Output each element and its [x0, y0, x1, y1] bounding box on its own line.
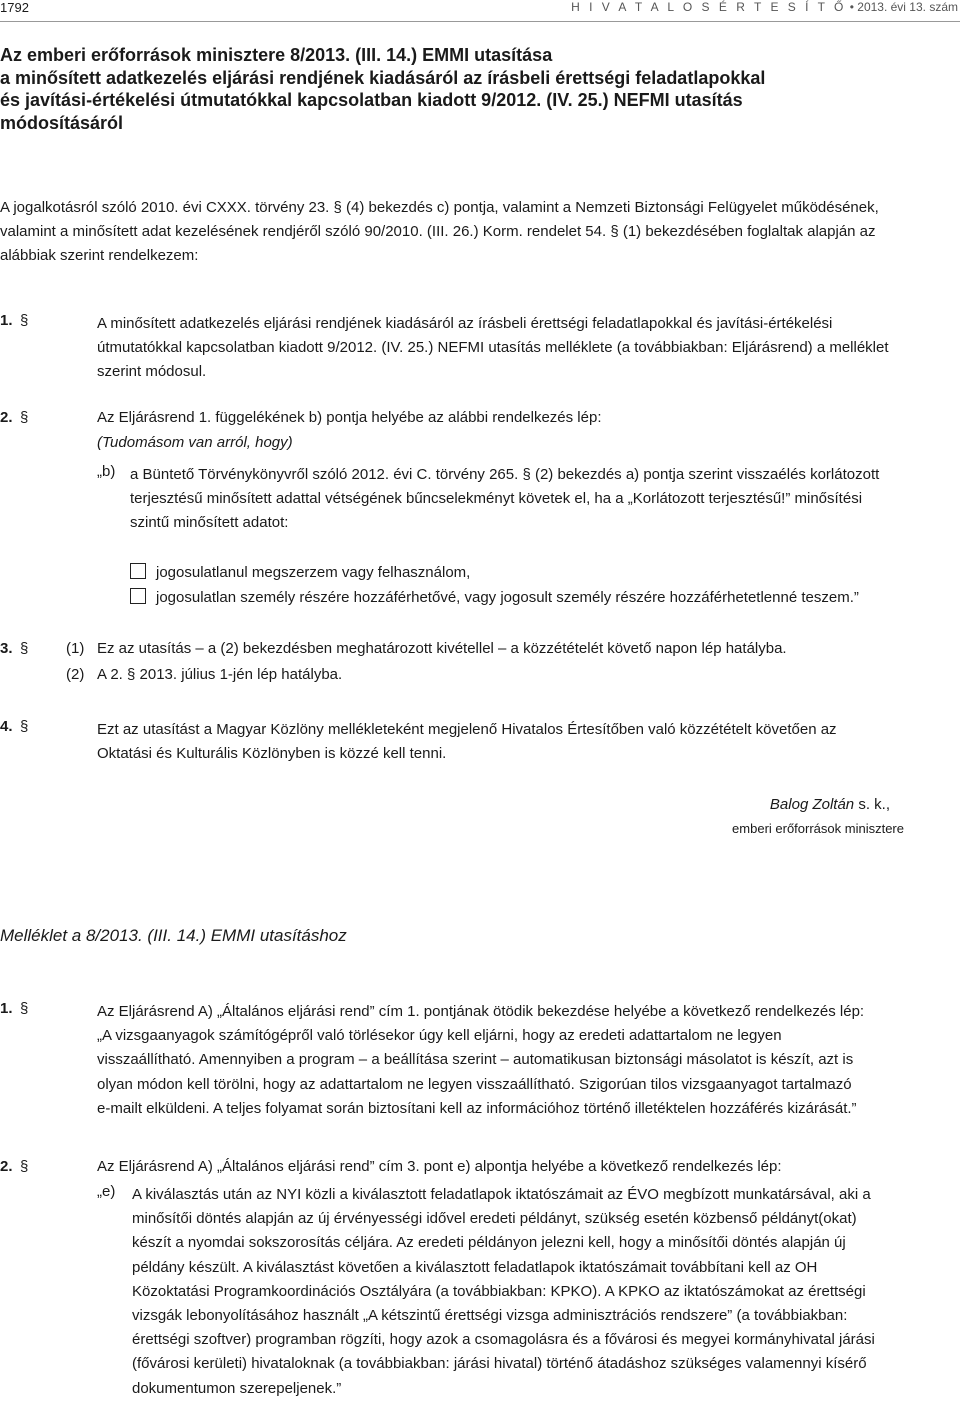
paragraph-label: (2)	[66, 666, 85, 683]
page-number: 1792	[0, 0, 29, 15]
text-line: útmutatókkal kapcsolatban kiadott 9/2012. (IV. 25.) NEFMI utasítás melléklete (a továbbiakban: Eljárásrend) a melléklet	[97, 339, 889, 357]
text-line: szerint módosul.	[97, 363, 207, 381]
text-line: Oktatási és Kulturális Közlönyben is közzé kell tenni.	[97, 745, 447, 763]
section-number: 2.	[0, 1158, 13, 1175]
point-e-label: „e)	[97, 1183, 116, 1200]
preamble-line: valamint a minősített adat kezelésének rendjéről szóló 90/2010. (III. 26.) Korm. rendelet 54. § (1) bekezdésében foglaltak alapján az	[0, 223, 876, 241]
quote-intro: (Tudomásom van arról, hogy)	[97, 434, 293, 451]
option-label: jogosulatlan személy részére hozzáférhetővé, vagy jogosult személy részére hozzáférhetetlenné teszem.”	[156, 589, 859, 606]
document-title	[0, 44, 960, 134]
text-line: készít a nyomdai sokszorosítás céljára. Az eredeti példányon jelezni kell, hogy a minősítői döntés alapján új	[132, 1234, 846, 1252]
section-2-intro: Az Eljárásrend 1. függelékének b) pontja helyébe az alábbi rendelkezés lép:	[97, 409, 602, 426]
preamble-line: A jogalkotásról szóló 2010. évi CXXX. törvény 23. § (4) bekezdés c) pontja, valamint a Nemzeti Biztonsági Felügyelet működésének,	[0, 199, 879, 216]
signer-title: emberi erőforrások minisztere	[732, 821, 904, 836]
header-rule	[0, 21, 960, 22]
title-line: a minősített adatkezelés eljárási rendjének kiadásáról az írásbeli érettségi feladatlapokkal	[0, 67, 766, 88]
point-b-text	[130, 463, 879, 536]
text-line: szintű minősített adatot:	[130, 514, 289, 532]
text-line: Közoktatási Programkoordinációs Osztályára (a továbbiakban: KPKO). A KPKO az iktatószámokat az érettségi	[132, 1282, 866, 1300]
section-number: 4.	[0, 718, 13, 735]
preamble-line: alábbiak szerint rendelkezem:	[0, 247, 199, 265]
section-sign: §	[20, 640, 29, 657]
text-line: „A vizsgaanyagok számítógépről való törlésekor úgy kell eljárni, hogy az eredeti adattartalom ne legyen	[97, 1027, 782, 1045]
page-header	[0, 0, 960, 22]
title-line: és javítási-értékelési útmutatókkal kapcsolatban kiadott 9/2012. (IV. 25.) NEFMI utasítás	[0, 90, 743, 110]
signer-suffix: s. k.,	[854, 796, 890, 813]
publication-name: H I V A T A L O S É R T E S Í T Ő	[571, 0, 847, 14]
text-line: Az Eljárásrend A) „Általános eljárási rend” cím 1. pontjának ötödik bekezdése helyébe a következő rendelkezés lép:	[97, 1003, 865, 1020]
text-line: terjesztésű minősített adattal vétségének bűncselekményt követek el, ha a „Korlátozott terjesztésű!” minősítési	[130, 490, 863, 508]
text-line: dokumentumon szerepeljenek.”	[132, 1379, 342, 1397]
text-line: A kiválasztás után az NYI közli a kiválasztott feladatlapok iktatószámait az ÉVO megbízott munkatársával, aki a	[132, 1186, 871, 1203]
section-number: 1.	[0, 312, 13, 329]
section-1-text	[97, 312, 889, 385]
text-line: minősítői döntés alapján az új érvényességi idővel eredeti példányt, szükség esetén közbenső példányt(okat)	[132, 1210, 857, 1228]
option-2	[130, 588, 859, 606]
point-b-label: „b)	[97, 463, 116, 480]
section-sign: §	[20, 1000, 29, 1017]
publication-info	[571, 0, 958, 14]
annex-section-1-text	[97, 1000, 864, 1121]
title-line: módosításáról	[0, 112, 124, 133]
text-line: e-mailt elküldeni. A teljes folyamat során biztosítani kell az információhoz történő illetéktelen hozzáférés kizárását.”	[97, 1099, 857, 1117]
paragraph-label: (1)	[66, 640, 85, 657]
title-line: Az emberi erőforrások minisztere 8/2013. (III. 14.) EMMI utasítása	[0, 45, 553, 65]
text-line: a Büntető Törvénykönyvről szóló 2012. évi C. törvény 265. § (2) bekezdés a) pontja szerint visszaélés korlátozott	[130, 466, 880, 483]
text-line: példány készült. A kiválasztást követően a kiválasztott feladatlapok iktatószámait továbbítani kell az OH	[132, 1258, 818, 1276]
paragraph-text: A 2. § 2013. július 1-jén lép hatályba.	[97, 666, 343, 683]
section-sign: §	[20, 718, 29, 735]
paragraph-text: Ez az utasítás – a (2) bekezdésben meghatározott kivétellel – a közzétételét követő napon lép hatályba.	[97, 640, 787, 657]
section-sign: §	[20, 312, 29, 329]
checkbox[interactable]	[130, 588, 146, 604]
text-line: A minősített adatkezelés eljárási rendjének kiadásáról az írásbeli érettségi feladatlapokkal és javítási-értékelési	[97, 315, 833, 332]
section-sign: §	[20, 1158, 29, 1175]
section-number: 3.	[0, 640, 13, 657]
text-line: érettségi szoftver) programban rögzíti, hogy azok a csomagolásra és a fővárosi és megyei kormányhivatal járási	[132, 1331, 875, 1349]
text-line: visszaállítható. Amennyiben a program – a beállítása szerint – automatikusan biztonsági másolatot is készít, azt is	[97, 1051, 854, 1069]
text-line: olyan módon kell törölni, hogy az adattartalom ne legyen visszaállítható. Szigorúan tilos vizsgaanyagot tartalmazó	[97, 1075, 852, 1093]
preamble	[0, 196, 879, 269]
section-number: 2.	[0, 409, 13, 426]
header-bullet: •	[849, 0, 854, 14]
section-number: 1.	[0, 1000, 13, 1017]
point-e-text	[132, 1183, 875, 1401]
text-line: vizsgák lebonyolításához használt „A kétszintű érettségi vizsga adminisztrációs rendszere” (a továbbiakban:	[132, 1307, 848, 1325]
section-4-text	[97, 718, 837, 766]
annex-title: Melléklet a 8/2013. (III. 14.) EMMI utasításhoz	[0, 926, 347, 945]
signature-name	[770, 796, 890, 813]
checkbox[interactable]	[130, 563, 146, 579]
text-line: (fővárosi kerületi) hivataloknak (a továbbiakban: járási hivatal) történő átadáshoz szükséges valamennyi kísérő	[132, 1355, 867, 1373]
section-sign: §	[20, 409, 29, 426]
text-line: Ezt az utasítást a Magyar Közlöny mellékleteként megjelenő Hivatalos Értesítőben való közzétételt követően az	[97, 721, 837, 738]
option-label: jogosulatlanul megszerzem vagy felhasználom,	[156, 564, 471, 581]
option-1	[130, 563, 470, 581]
issue-number: 2013. évi 13. szám	[857, 0, 958, 14]
signer-name: Balog Zoltán	[769, 796, 855, 813]
annex-section-2-intro: Az Eljárásrend A) „Általános eljárási rend” cím 3. pont e) alpontja helyébe a következő rendelkezés lép:	[97, 1158, 782, 1175]
